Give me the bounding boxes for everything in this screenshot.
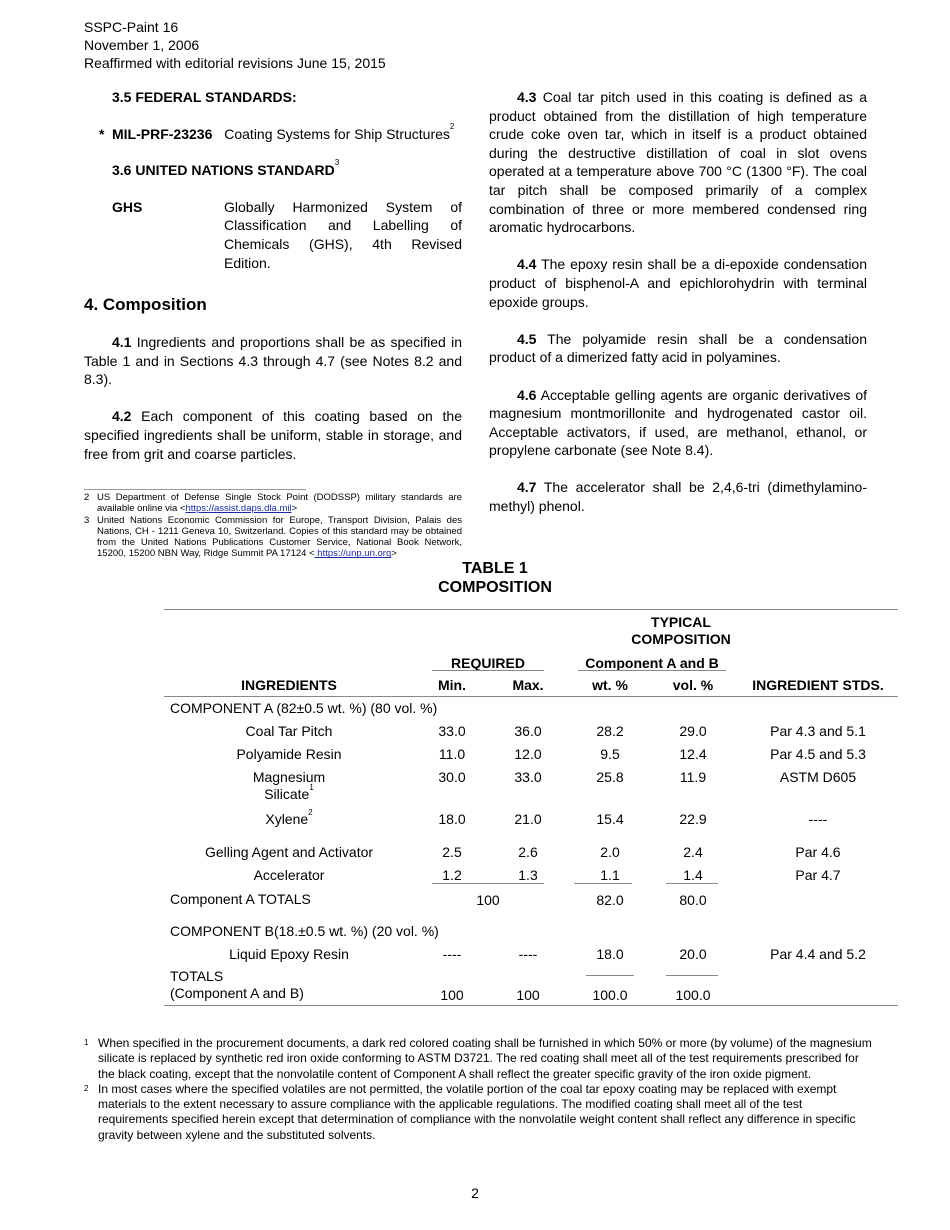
table-note-1-num: 1 [84, 1038, 89, 1047]
component-b-label: COMPONENT B(18.±0.5 wt. %) (20 vol. %) [170, 923, 439, 939]
col-stds: INGREDIENT STDS. [752, 677, 884, 693]
assist-link[interactable]: https://assist.daps.dla.mil [185, 503, 292, 515]
doc-date: November 1, 2006 [84, 37, 200, 53]
un-standard-heading [112, 158, 462, 180]
totals-label [170, 968, 304, 1002]
typical-composition-heading [586, 614, 776, 648]
wt-sum-rule [574, 883, 632, 884]
table-row: Polyamide Resin [236, 746, 342, 762]
footnote-3-num: 3 [84, 514, 90, 526]
cell-max: 1.3 [518, 867, 538, 883]
required-underline [432, 670, 544, 671]
footnote-2 [84, 492, 462, 515]
col-min: Min. [438, 677, 466, 693]
table-row: Gelling Agent and Activator [204, 844, 374, 860]
footnote-3-end: > [391, 548, 397, 560]
para-4-2 [84, 407, 462, 463]
footnote-3-text: United Nations Economic Commission for Europe, Transport Division, Palais des Nations, CH - 1211 Geneva 10, Switzerland. Copies of this standard may be obtained from the United Nations Publications Customer Service, National Book Network, 15200, 15200 NBN Way, Ridge Summit PA 17124 < [97, 514, 462, 560]
ghs-code: GHS [112, 198, 143, 215]
component-a-totals-required: 100 [476, 892, 500, 908]
footnote-3 [84, 515, 462, 560]
mil-prf-code: MIL-PRF-23236 [112, 125, 213, 142]
footnote-ref-3: 3 [334, 158, 340, 168]
wt-total-rule [586, 975, 634, 976]
cell-min: 1.2 [442, 867, 462, 883]
composition-label: COMPOSITION [631, 631, 731, 647]
col-ingredients: INGREDIENTS [241, 677, 337, 693]
totals-min: 100 [440, 987, 464, 1003]
column-footnotes [84, 492, 462, 560]
cell-min: 2.5 [442, 844, 462, 860]
cell-vol: 22.9 [679, 811, 707, 827]
page-number: 2 [471, 1185, 479, 1201]
cell-vol: 2.4 [683, 844, 703, 860]
left-body [84, 333, 462, 463]
footnote-2-text: US Department of Defense Single Stock Point (DODSSP) military standards are available online via < [97, 492, 462, 515]
component-ab-underline [578, 670, 726, 671]
cell-vol: 12.4 [679, 746, 707, 762]
table-row: Accelerator [253, 867, 325, 883]
cell-min: 30.0 [438, 769, 466, 785]
para-4-3 [489, 88, 867, 237]
para-4-6-num: 4.6 [517, 386, 537, 403]
para-4-2-text: Each component of this coating based on the specified ingredients shall be uniform, stable in storage, and free from grit and coarse particles. [84, 408, 462, 462]
cell-max: 33.0 [514, 769, 542, 785]
ingredient-name: Xylene [265, 811, 309, 827]
ghs-entry [112, 198, 462, 272]
table-footnotes [84, 1036, 874, 1143]
component-a-totals-vol: 80.0 [679, 892, 707, 908]
cell-max: 21.0 [514, 811, 542, 827]
cell-wt: 15.4 [596, 811, 624, 827]
cell-std: ---- [808, 811, 828, 827]
totals-label-line1: TOTALS [170, 968, 224, 984]
cell-max: 12.0 [514, 746, 542, 762]
table-row: Coal Tar Pitch [245, 723, 333, 739]
table-note-1-text: When specified in the procurement documents, a dark red colored coating shall be furnished in which 50% or more (by volume) of the magnesium silicate is replaced by synthetic red iron oxide conforming to ASTM D3721. The red coating shall meet all of the test requirements prescribed for the black coating, except that the nonvolatile content of Component A shall reflect the greater specific gravity of the iron oxide pigment. [98, 1036, 872, 1081]
col-max: Max. [512, 677, 544, 693]
note-ref-2: 2 [308, 808, 313, 817]
cell-wt: 28.2 [596, 723, 624, 739]
cell-std: ASTM D605 [779, 769, 857, 785]
cell-max: ---- [518, 946, 538, 962]
right-column [489, 88, 867, 516]
para-4-1 [84, 333, 462, 389]
para-4-5 [489, 330, 867, 367]
cell-wt: 25.8 [596, 769, 624, 785]
cell-std: Par 4.4 and 5.2 [770, 946, 866, 962]
para-4-1-num: 4.1 [112, 334, 132, 350]
federal-standards-heading: 3.5 FEDERAL STANDARDS: [112, 89, 297, 105]
para-4-1-text: Ingredients and proportions shall be as specified in Table 1 and in Sections 4.3 through 4.7 (see Notes 8.2 and 8.3). [84, 334, 462, 388]
header-rule [164, 696, 898, 697]
vol-total-rule [666, 975, 718, 976]
para-4-4-num: 4.4 [517, 256, 537, 273]
cell-min: 33.0 [438, 723, 466, 739]
footnote-divider [84, 489, 306, 490]
col-wt: wt. % [592, 677, 628, 693]
table-note-1 [84, 1036, 874, 1082]
table-note-2-num: 2 [84, 1083, 89, 1093]
para-4-6-text: Acceptable gelling agents are organic derivatives of magnesium montmorillonite and hydrogenated castor oil. Acceptable activators, if used, are methanol, ethanol, or propylene carbonate (see Note 8.4). [489, 386, 867, 459]
para-4-7-num: 4.7 [517, 479, 537, 496]
left-column [84, 88, 462, 272]
doc-id: SSPC-Paint 16 [84, 19, 179, 35]
note-ref-1: 1 [309, 783, 314, 792]
col-vol: vol. % [672, 677, 714, 693]
footnote-ref-2: 2 [449, 121, 455, 131]
para-4-7 [489, 478, 867, 515]
component-a-totals-wt: 82.0 [596, 892, 624, 908]
mil-prf-desc: Coating Systems for Ship Structures [224, 125, 450, 142]
footnote-2-end: > [291, 503, 298, 515]
table-row [164, 769, 414, 803]
component-a-totals-label: Component A TOTALS [170, 891, 311, 907]
cell-vol: 11.9 [679, 769, 707, 785]
para-4-3-num: 4.3 [517, 89, 537, 105]
federal-standard-entry [84, 121, 462, 144]
cell-wt: 2.0 [600, 844, 620, 860]
cell-std: Par 4.7 [795, 867, 841, 883]
totals-vol: 100.0 [675, 987, 711, 1003]
ghs-definition: Globally Harmonized System of Classification and Labelling of Chemicals (GHS), 4th Revised Edition. [224, 198, 462, 271]
cell-min: ---- [442, 946, 462, 962]
cell-wt: 9.5 [600, 746, 620, 762]
table-note-2 [84, 1082, 874, 1143]
cell-vol: 1.4 [683, 867, 703, 883]
typical-label: TYPICAL [651, 614, 711, 630]
table-title [0, 559, 950, 597]
cell-wt: 18.0 [596, 946, 624, 962]
cell-vol: 20.0 [679, 946, 707, 962]
cell-wt: 1.1 [600, 867, 620, 883]
totals-wt: 100.0 [592, 987, 628, 1003]
component-a-label: COMPONENT A (82±0.5 wt. %) (80 vol. %) [170, 700, 438, 716]
cell-min: 18.0 [438, 811, 466, 827]
para-4-5-text: The polyamide resin shall be a condensation product of a dimerized fatty acid in polyamines. [489, 330, 867, 366]
table-row [164, 808, 414, 828]
para-4-4-text: The epoxy resin shall be a di-epoxide condensation product of bisphenol-A and epichlorohydrin with terminal epoxide groups. [489, 256, 867, 310]
un-standard-title: 3.6 UNITED NATIONS STANDARD [112, 162, 335, 179]
document-header [84, 18, 386, 72]
table-note-2-text: In most cases where the specified volatiles are not permitted, the volatile portion of the coal tar epoxy coating may be replaced with exempt materials to the extent necessary to assure compliance with the applicable regulations. The modified coating shall meet all of the test requirements specified herein except that determination of compliance with the nonvolatile weight content shall reflect any difference in specific gravity between xylene and the substituted solvents. [98, 1081, 856, 1142]
vol-sum-rule [666, 883, 718, 884]
cell-std: Par 4.5 and 5.3 [770, 746, 866, 762]
ingredient-name-cont: Silicate [264, 786, 310, 802]
required-heading: REQUIRED [451, 655, 525, 671]
cell-vol: 29.0 [679, 723, 707, 739]
totals-max: 100 [516, 987, 540, 1003]
para-4-6 [489, 386, 867, 460]
para-4-3-text: Coal tar pitch used in this coating is defined as a product obtained from the distillation of high temperature crude coke oven tar, which in itself is a product obtained during the destructive distillation of coal in slot ovens operated at a temperature above 700 °C (1300 °F). The coal tar pitch shall be composed primarily of a complex combination of three or more membered condensed ring aromatic hydrocarbons. [489, 89, 867, 236]
cell-min: 11.0 [438, 746, 466, 762]
table-row: Liquid Epoxy Resin [229, 946, 349, 962]
required-sum-rule [432, 883, 544, 884]
footnote-2-num: 2 [84, 492, 90, 503]
ingredient-name: Magnesium [252, 769, 326, 785]
cell-std: Par 4.6 [795, 844, 841, 860]
para-4-5-num: 4.5 [517, 330, 537, 347]
para-4-2-num: 4.2 [112, 408, 132, 425]
table-number: TABLE 1 [462, 560, 528, 577]
cell-max: 36.0 [514, 723, 542, 739]
revision-star: * [99, 125, 105, 142]
para-4-4 [489, 255, 867, 311]
component-ab-heading: Component A and B [585, 655, 719, 671]
unp-link[interactable]: https://unp.un.org [314, 548, 392, 560]
cell-std: Par 4.3 and 5.1 [770, 723, 866, 739]
cell-max: 2.6 [518, 844, 538, 860]
para-4-7-text: The accelerator shall be 2,4,6-tri (dimethylamino-methyl) phenol. [489, 479, 867, 515]
table-top-rule [164, 609, 898, 610]
totals-label-line2: (Component A and B) [170, 985, 304, 1001]
reaffirmed-note: Reaffirmed with editorial revisions June 15, 2015 [84, 55, 386, 71]
composition-heading: 4. Composition [84, 295, 207, 314]
table-subtitle: COMPOSITION [438, 579, 552, 596]
table-bottom-rule [164, 1005, 898, 1006]
